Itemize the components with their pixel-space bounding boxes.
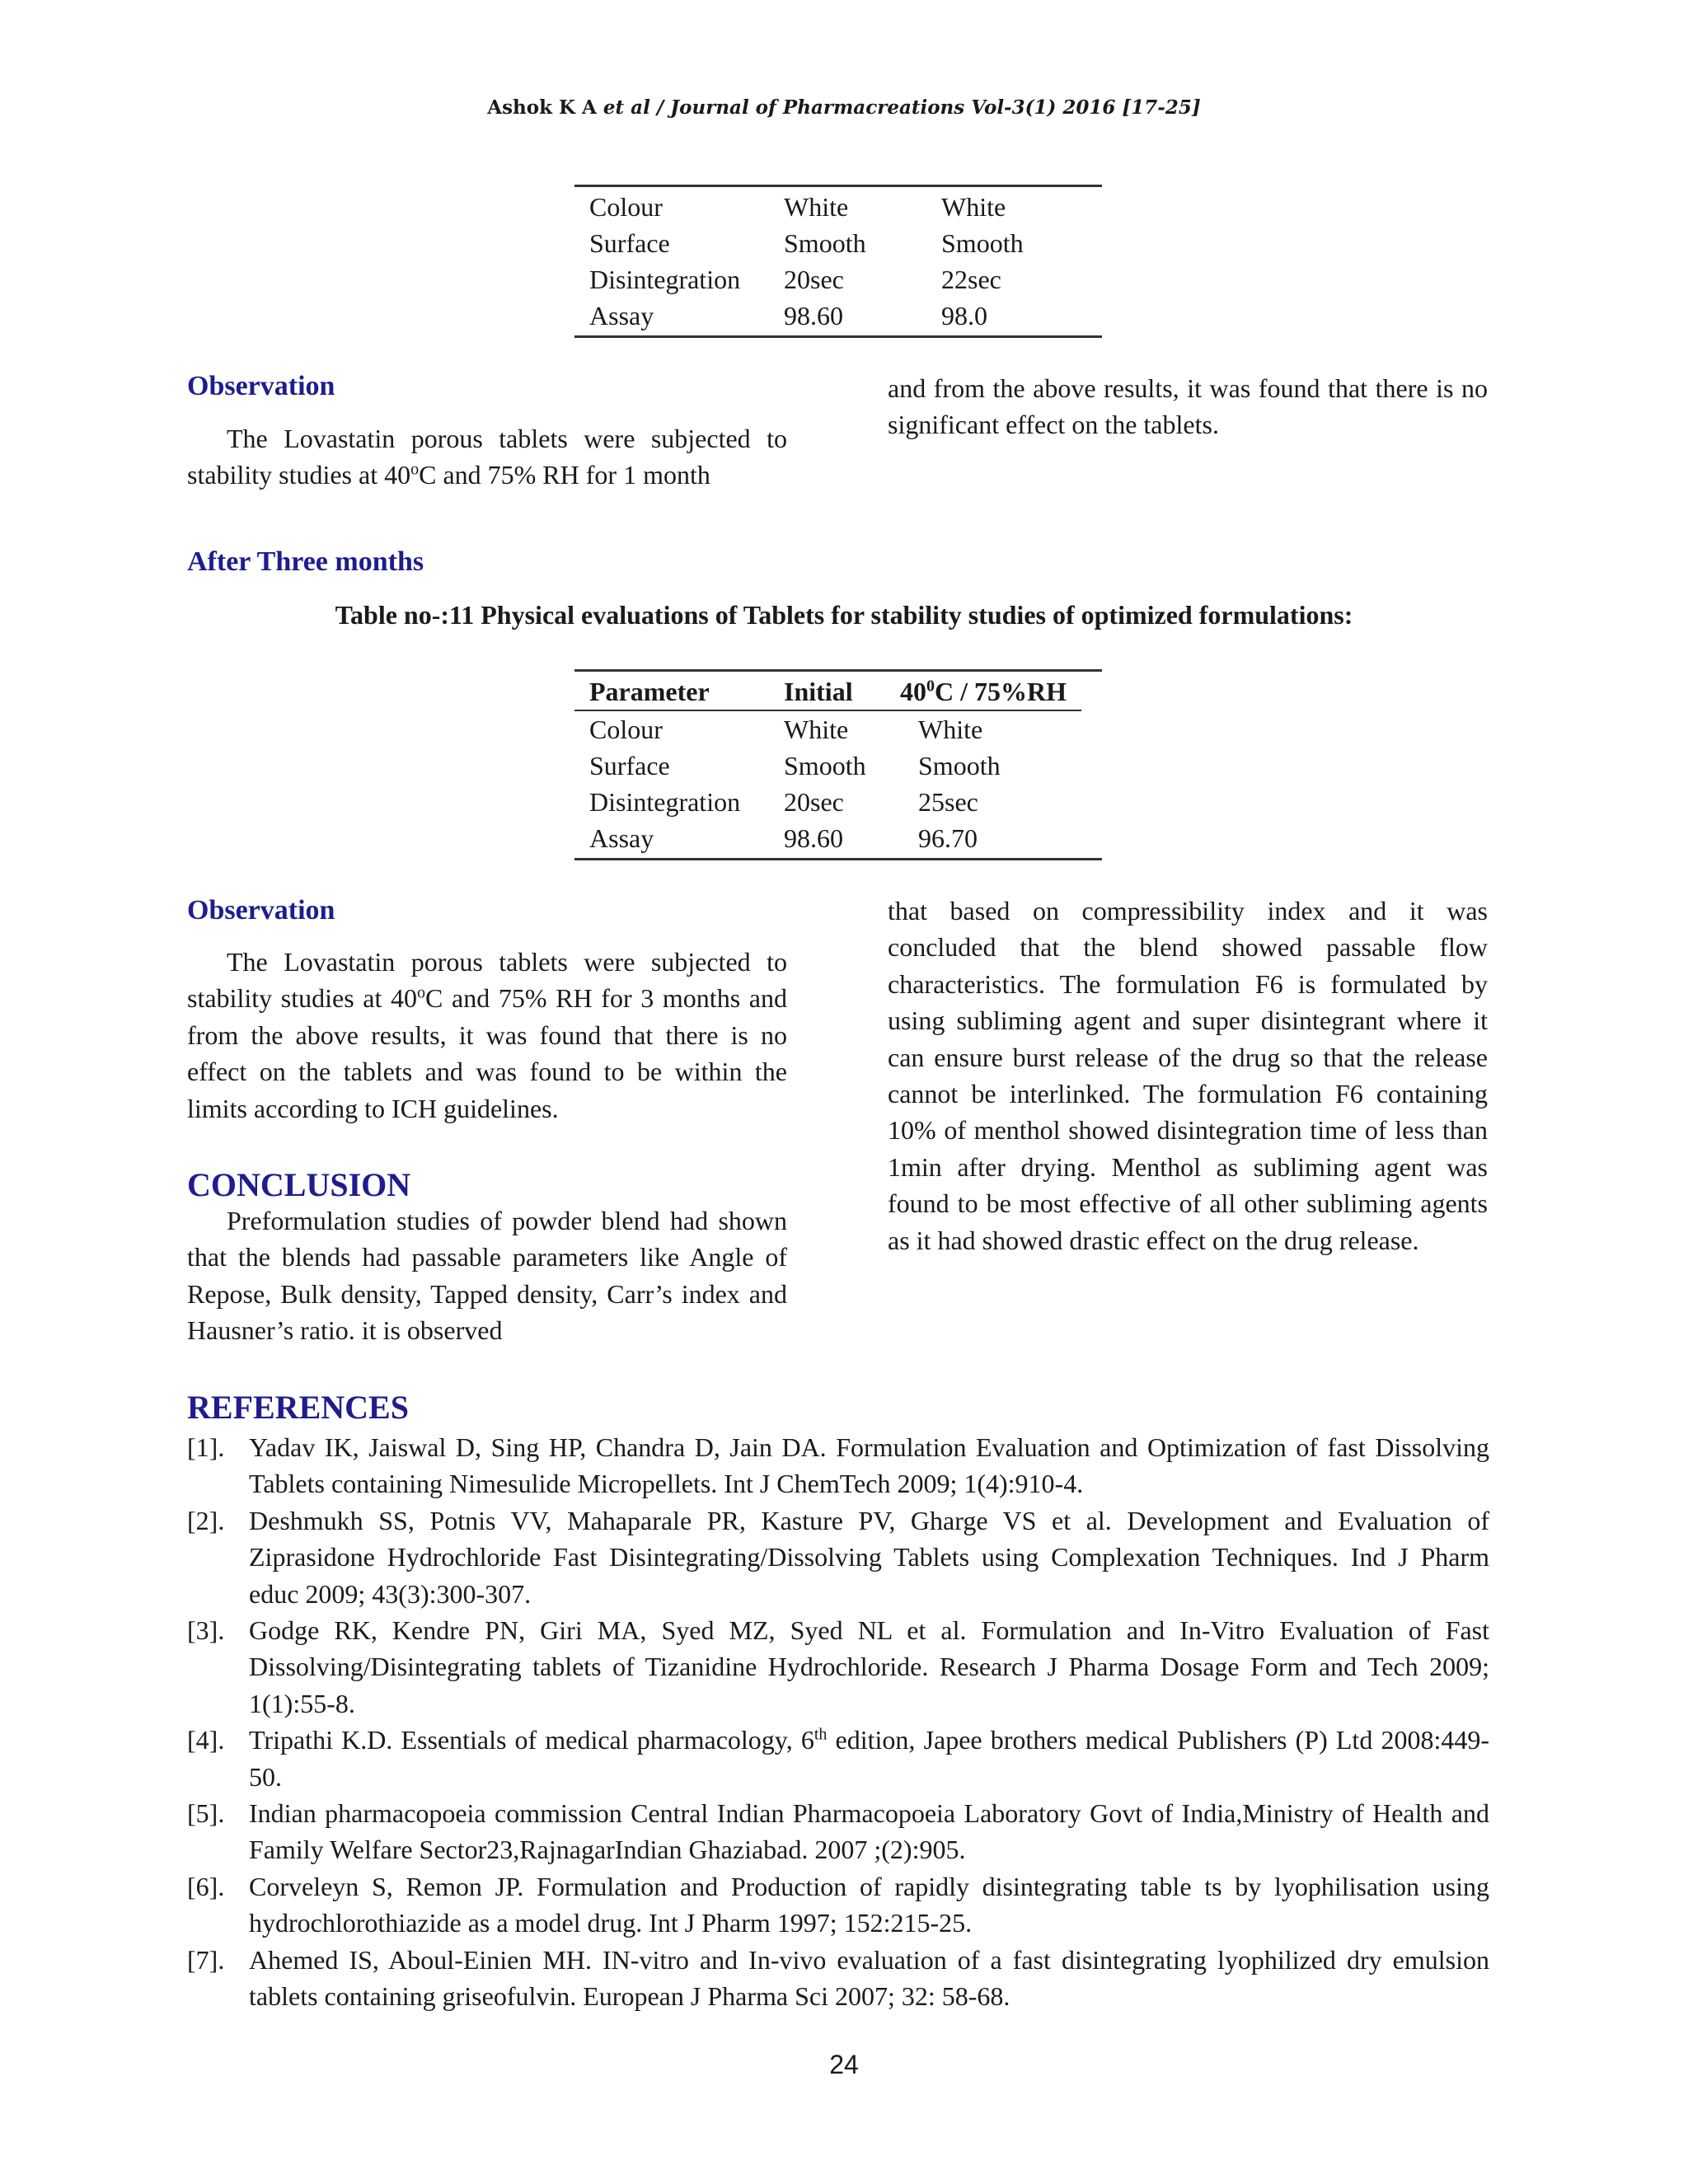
stability-table-3-months: [574, 669, 1102, 860]
references-list: [187, 1429, 1489, 2015]
table-row: Surface Smooth Smooth: [589, 227, 1024, 258]
reference-item: [1]. Yadav IK, Jaiswal D, Sing HP, Chandra D, Jain DA. Formulation Evaluation and Optimization of fast Dissolving Tablets containing Nimesulide Micropellets. Int J ChemTech 2009; 1(4):910-4.: [187, 1432, 1489, 1499]
references-heading: REFERENCES: [187, 1389, 409, 1426]
observation-1-right-text: and from the above results, it was found that there is no significant effect on the tablets.: [888, 373, 1488, 440]
conclusion-right-text: that based on compressibility index and it was concluded that the blend showed passable flow characteristics. The formulation F6 is formulated by using subliming agent and super disintegrant where it can ensure burst release of the drug so that the release cannot be interlinked. The formulation F6 containing 10% of menthol showed disintegration time of less than 1min after drying. Menthol as subliming agent was found to be most effective of all other subliming agents as it had showed drastic effect on the drug release.: [888, 896, 1488, 1255]
table-row: Assay 98.60 96.70: [589, 823, 978, 853]
table-row: Disintegration 20sec 22sec: [589, 264, 1001, 294]
observation-heading-2: Observation: [187, 895, 335, 926]
observation-2-text: The Lovastatin porous tablets were subjected to stability studies at 40$^o$C and 75% RH for 3 months and from the above results, it was found that there is no effect on the tablets and was found to be within the limits according to ICH guidelines.: [187, 947, 788, 1123]
page-number: 24: [829, 2050, 859, 2079]
table-row: Disintegration 20sec 25sec: [589, 786, 978, 817]
table-header-row: [574, 673, 1081, 710]
reference-item: [7]. Ahemed IS, Aboul-Einien MH. IN-vitro and In-vivo evaluation of a fast disintegrating lyophilized dry emulsion tablets containing griseofulvin. European J Pharma Sci 2007; 32: 58-68.: [187, 1944, 1489, 2012]
header-authors: Ashok K A: [487, 96, 597, 119]
after-three-months-heading: After Three months: [187, 546, 424, 577]
reference-item: [5]. Indian pharmacopoeia commission Central Indian Pharmacopoeia Laboratory Govt of India,Ministry of Health and Family Welfare Sector23,RajnagarIndian Ghaziabad. 2007 ;(2):905.: [187, 1798, 1489, 1865]
conclusion-left-text: Preformulation studies of powder blend had shown that the blends had passable parameters like Angle of Repose, Bulk density, Tapped density, Carr’s index and Hausner’s ratio. it is observed: [187, 1206, 787, 1346]
table-row: Surface Smooth Smooth: [589, 750, 1001, 780]
reference-item: [2]. Deshmukh SS, Potnis VV, Mahaparale PR, Kasture PV, Gharge VS et al. Development and Evaluation of Ziprasidone Hydrochloride Fast Disintegrating/Dissolving Tablets using Complexation Techniques. Ind J Pharm educ 2009; 43(3):300-307.: [187, 1505, 1489, 1609]
conclusion-heading: CONCLUSION: [187, 1166, 411, 1203]
running-header: [0, 96, 1688, 119]
table-11-caption: Table no-:11 Physical evaluations of Tablets for stability studies of optimized formulations:: [335, 600, 1353, 630]
col-initial: Initial: [784, 676, 853, 706]
table-row: Colour White White: [589, 714, 983, 744]
reference-item: [3]. Godge RK, Kendre PN, Giri MA, Syed MZ, Syed NL et al. Formulation and In-Vitro Evaluation of Fast Dissolving/Disintegrating tablets of Tizanidine Hydrochloride. Research J Pharma Dosage Form and Tech 2009; 1(1):55-8.: [187, 1615, 1489, 1718]
table-row: Colour White White: [589, 191, 1006, 222]
header-etal: et al: [603, 96, 650, 119]
header-separator: /: [649, 96, 671, 119]
reference-item: [4]. Tripathi K.D. Essentials of medical pharmacology, 6th edition, Japee brothers medical Publishers (P) Ltd 2008:449-50.: [187, 1725, 1489, 1792]
col-parameter: Parameter: [589, 676, 710, 706]
header-journal: Journal of Pharmacreations Vol-3(1) 2016 [17-25]: [670, 96, 1201, 119]
stability-table-1-month: [574, 185, 1102, 338]
observation-heading-1: Observation: [187, 371, 335, 401]
reference-item: [6]. Corveleyn S, Remon JP. Formulation and Production of rapidly disintegrating table ts by lyophilisation using hydrochlorothiazide as a model drug. Int J Pharm 1997; 152:215-25.: [187, 1871, 1489, 1938]
col-condition: $40^0C / 75\%RH$: [900, 676, 1067, 706]
observation-1-left-text: The Lovastatin porous tablets were subjected to stability studies at 40$^o$C and 75% RH for 1 month: [187, 424, 787, 490]
table-row: Assay 98.60 98.0: [589, 300, 987, 330]
